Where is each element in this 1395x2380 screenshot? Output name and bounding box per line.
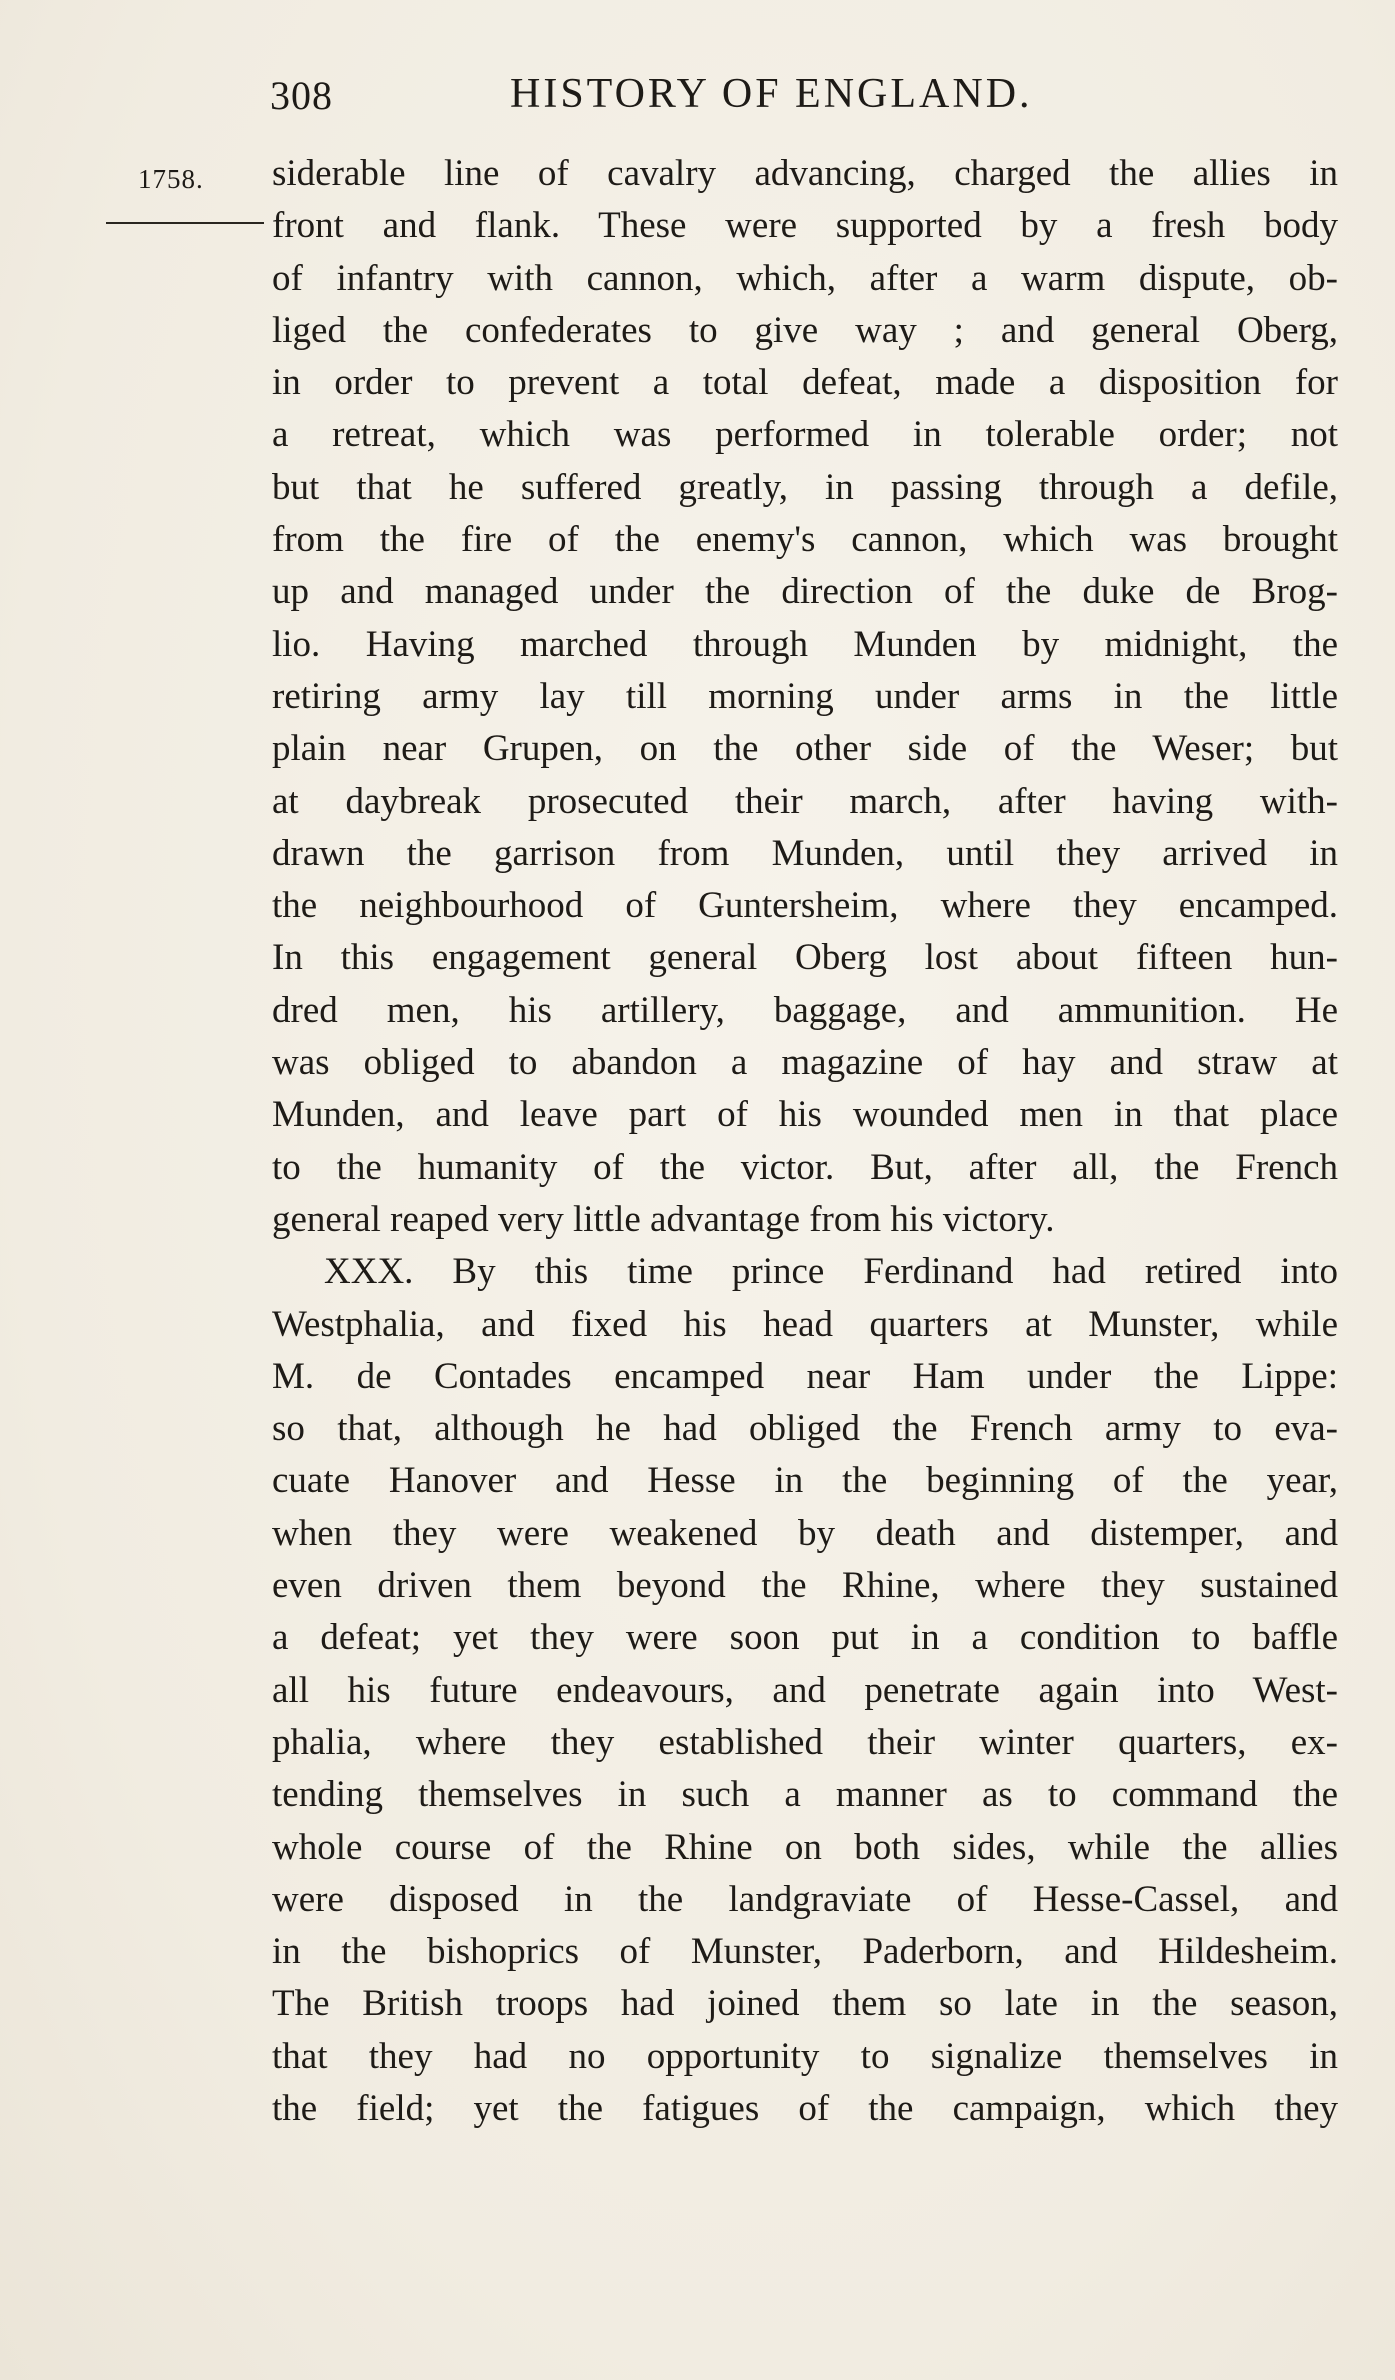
running-head	[270, 64, 1100, 124]
text-line: phalia, where they established their winter quarters, ex-	[272, 1721, 1338, 1763]
text-line: but that he suffered greatly, in passing through a defile,	[272, 466, 1338, 508]
text-line: of infantry with cannon, which, after a warm dispute, ob-	[272, 257, 1338, 299]
text-line: the field; yet the fatigues of the campaign, which they	[272, 2087, 1338, 2129]
text-line: to the humanity of the victor. But, after all, the French	[272, 1146, 1338, 1188]
text-line: cuate Hanover and Hesse in the beginning of the year,	[272, 1460, 1338, 1502]
text-line: from the fire of the enemy's cannon, which was brought	[272, 519, 1338, 561]
text-line: tending themselves in such a manner as to command the	[272, 1774, 1338, 1816]
text-line: a defeat; yet they were soon put in a condition to baffle	[272, 1617, 1338, 1659]
text-line: retiring army lay till morning under arms in the little	[272, 675, 1338, 717]
text-line: Westphalia, and fixed his head quarters at Munster, while	[272, 1303, 1338, 1345]
text-line: The British troops had joined them so late in the season,	[272, 1983, 1338, 2025]
text-line: general reaped very little advantage from his victory.	[272, 1198, 1055, 1240]
text-line: front and flank. These were supported by a fresh body	[272, 205, 1338, 247]
text-line: a retreat, which was performed in tolerable order; not	[272, 414, 1338, 456]
text-line: whole course of the Rhine on both sides, while the allies	[272, 1826, 1338, 1868]
text-line: liged the confederates to give way ; and general Oberg,	[272, 309, 1338, 351]
text-line: were disposed in the landgraviate of Hesse-Cassel, and	[272, 1878, 1338, 1920]
text-line: all his future endeavours, and penetrate again into West-	[272, 1669, 1338, 1711]
text-line: so that, although he had obliged the French army to eva-	[272, 1408, 1338, 1450]
text-line: even driven them beyond the Rhine, where they sustained	[272, 1565, 1338, 1607]
text-line: that they had no opportunity to signalize themselves in	[272, 2035, 1338, 2077]
text-line: Munden, and leave part of his wounded men in that place	[272, 1094, 1338, 1136]
text-line: M. de Contades encamped near Ham under the Lippe:	[272, 1355, 1338, 1397]
margin-rule	[106, 222, 264, 224]
text-line: in order to prevent a total defeat, made a disposition for	[272, 362, 1338, 404]
text-line: lio. Having marched through Munden by midnight, the	[272, 623, 1338, 665]
margin-year: 1758.	[138, 164, 204, 194]
body-text	[272, 148, 1338, 2135]
text-line: in the bishoprics of Munster, Paderborn, and Hildesheim.	[272, 1931, 1338, 1973]
text-line: In this engagement general Oberg lost about fifteen hun-	[272, 937, 1338, 979]
text-line: plain near Grupen, on the other side of the Weser; but	[272, 728, 1338, 770]
text-line: up and managed under the direction of the duke de Brog-	[272, 571, 1338, 613]
page-number: 308	[270, 73, 333, 118]
text-line: when they were weakened by death and distemper, and	[272, 1512, 1338, 1554]
section-start-line: XXX. By this time prince Ferdinand had retired into	[324, 1251, 1338, 1293]
text-line: the neighbourhood of Guntersheim, where they encamped.	[272, 885, 1338, 927]
running-title: HISTORY OF ENGLAND.	[510, 71, 1033, 117]
text-line: at daybreak prosecuted their march, after having with-	[272, 780, 1338, 822]
text-line: siderable line of cavalry advancing, charged the allies in	[272, 153, 1338, 194]
text-line: dred men, his artillery, baggage, and ammunition. He	[272, 989, 1338, 1031]
text-line: was obliged to abandon a magazine of hay and straw at	[272, 1042, 1338, 1084]
text-line: drawn the garrison from Munden, until they arrived in	[272, 832, 1338, 874]
